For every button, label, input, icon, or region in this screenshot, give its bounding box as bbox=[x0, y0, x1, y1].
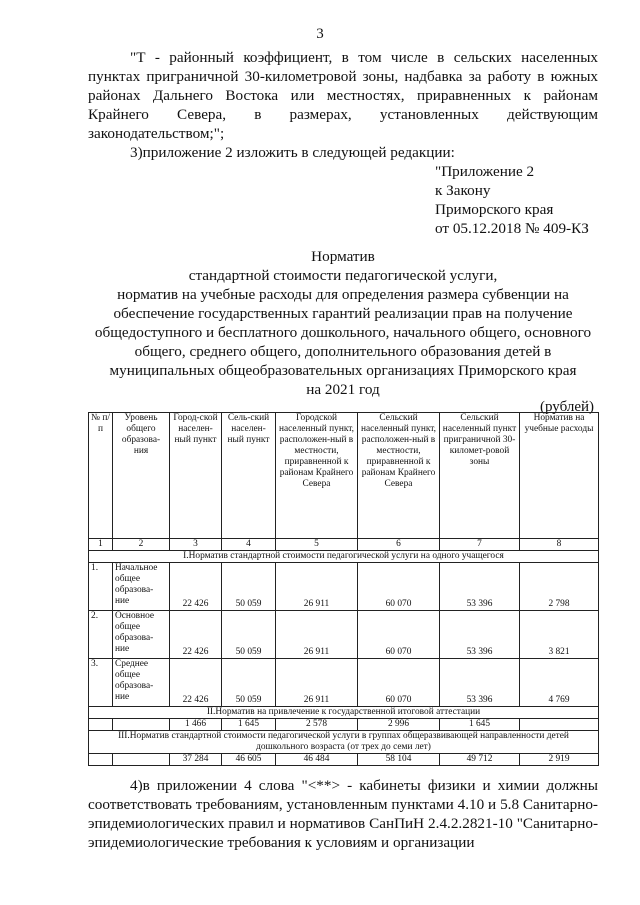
appendix-line-4: от 05.12.2018 № 409-КЗ bbox=[435, 220, 589, 237]
cell-value: 4 769 bbox=[520, 659, 599, 707]
cell-value: 53 396 bbox=[440, 563, 520, 611]
col-number: 6 bbox=[358, 539, 440, 551]
norm-table bbox=[88, 412, 599, 766]
row-level: Начальное общее образова-ние bbox=[113, 563, 170, 611]
appendix-line-2: к Закону bbox=[435, 182, 491, 199]
col-number: 3 bbox=[170, 539, 222, 551]
cell-value: 46 484 bbox=[276, 754, 358, 766]
paragraph-item-3: 3)приложение 2 изложить в следующей редакции: bbox=[130, 144, 455, 161]
empty-cell bbox=[113, 719, 170, 731]
cell-value: 2 798 bbox=[520, 563, 599, 611]
row-number: 1. bbox=[89, 563, 113, 611]
cell-value: 37 284 bbox=[170, 754, 222, 766]
title-line-7: муниципальных общеобразовательных организациях Приморского края bbox=[109, 362, 577, 379]
title-line-6: общего, среднего общего, дополнительного образования детей в bbox=[134, 343, 552, 360]
page-number: 3 bbox=[316, 26, 324, 42]
header-cell: Норматив на учебные расходы bbox=[520, 413, 599, 539]
cell-value: 53 396 bbox=[440, 611, 520, 659]
cell-value: 58 104 bbox=[358, 754, 440, 766]
cell-value: 2 919 bbox=[520, 754, 599, 766]
col-number: 1 bbox=[89, 539, 113, 551]
title-line-8: на 2021 год bbox=[306, 381, 380, 398]
cell-value: 1 645 bbox=[222, 719, 276, 731]
header-cell: Уровень общего образова-ния bbox=[113, 413, 170, 539]
col-number: 4 bbox=[222, 539, 276, 551]
empty-cell bbox=[113, 754, 170, 766]
cell-value: 22 426 bbox=[170, 563, 222, 611]
title-line-4: обеспечение государственных гарантий реализации прав на получение bbox=[113, 305, 573, 322]
cell-value: 2 578 bbox=[276, 719, 358, 731]
row-level: Среднее общее образова-ние bbox=[113, 659, 170, 707]
cell-value: 50 059 bbox=[222, 563, 276, 611]
table-row bbox=[89, 719, 599, 731]
table-row bbox=[89, 611, 599, 659]
section-i-heading: I.Норматив стандартной стоимости педагогической услуги на одного учащегося bbox=[89, 551, 599, 563]
cell-value: 46 605 bbox=[222, 754, 276, 766]
cell-value: 50 059 bbox=[222, 611, 276, 659]
units-label: (рублей) bbox=[540, 399, 595, 415]
col-number: 2 bbox=[113, 539, 170, 551]
cell-value: 26 911 bbox=[276, 659, 358, 707]
appendix-line-1: "Приложение 2 bbox=[435, 163, 535, 180]
section-iii-heading: III.Норматив стандартной стоимости педагогической услуги в группах общеразвивающей направленности детей дошкольного возраста (от трех до семи лет) bbox=[89, 731, 599, 754]
header-cell: Городской населенный пункт, расположен-ный в местности, приравненной к районам Крайнего Севера bbox=[276, 413, 358, 539]
table-row bbox=[89, 754, 599, 766]
empty-cell bbox=[89, 754, 113, 766]
table-row bbox=[89, 563, 599, 611]
col-number: 5 bbox=[276, 539, 358, 551]
cell-value: 60 070 bbox=[358, 611, 440, 659]
title-line-1: Норматив bbox=[311, 248, 375, 265]
cell-value: 53 396 bbox=[440, 659, 520, 707]
row-level: Основное общее образова-ние bbox=[113, 611, 170, 659]
header-cell: Город-ской населен-ный пункт bbox=[170, 413, 222, 539]
empty-cell bbox=[520, 719, 599, 731]
header-cell: Сельский населенный пункт приграничной 30-километ-ровой зоны bbox=[440, 413, 520, 539]
row-number: 3. bbox=[89, 659, 113, 707]
cell-value: 60 070 bbox=[358, 659, 440, 707]
col-number: 8 bbox=[520, 539, 599, 551]
cell-value: 1 645 bbox=[440, 719, 520, 731]
paragraph-coefficient: "Т - районный коэффициент, в том числе в сельских населенных пунктах приграничной 30-километровой зоны, надбавка за работу в южных районах Дальнего Востока или местностях, приравненных к районам Крайнего Севера, в размерах, установленных действующим законодательством;"; bbox=[88, 49, 598, 142]
title-line-5: общедоступного и бесплатного дошкольного, начального общего, основного bbox=[94, 324, 592, 341]
header-cell: Сель-ский населен-ный пункт bbox=[222, 413, 276, 539]
cell-value: 49 712 bbox=[440, 754, 520, 766]
section-ii-heading: II.Норматив на привлечение к государственной итоговой аттестации bbox=[89, 707, 599, 719]
header-cell: № п/п bbox=[89, 413, 113, 539]
row-number: 2. bbox=[89, 611, 113, 659]
cell-value: 3 821 bbox=[520, 611, 599, 659]
cell-value: 1 466 bbox=[170, 719, 222, 731]
table-header-row bbox=[89, 413, 599, 539]
empty-cell bbox=[89, 719, 113, 731]
table-row bbox=[89, 659, 599, 707]
cell-value: 26 911 bbox=[276, 611, 358, 659]
cell-value: 22 426 bbox=[170, 659, 222, 707]
cell-value: 22 426 bbox=[170, 611, 222, 659]
cell-value: 26 911 bbox=[276, 563, 358, 611]
cell-value: 60 070 bbox=[358, 563, 440, 611]
section-i-row bbox=[89, 551, 599, 563]
title-line-2: стандартной стоимости педагогической услуги, bbox=[188, 267, 498, 284]
title-line-3: норматив на учебные расходы для определения размера субвенции на bbox=[117, 286, 569, 303]
cell-value: 2 996 bbox=[358, 719, 440, 731]
section-ii-row bbox=[89, 707, 599, 719]
col-number: 7 bbox=[440, 539, 520, 551]
appendix-line-3: Приморского края bbox=[435, 201, 554, 218]
table-column-numbers bbox=[89, 539, 599, 551]
header-cell: Сельский населенный пункт, расположен-ный в местности, приравненной к районам Крайнего Севера bbox=[358, 413, 440, 539]
cell-value: 50 059 bbox=[222, 659, 276, 707]
paragraph-item-4: 4)в приложении 4 слова "<**> - кабинеты физики и химии должны соответствовать требованиям, установленным пунктами 4.10 и 5.8 Санитарно-эпидемиологических правил и нормативов СанПиН 2.4.2.2821-10 "Санитарно-эпидемиологические требования к условиям и организации bbox=[88, 777, 598, 851]
section-iii-row bbox=[89, 731, 599, 754]
